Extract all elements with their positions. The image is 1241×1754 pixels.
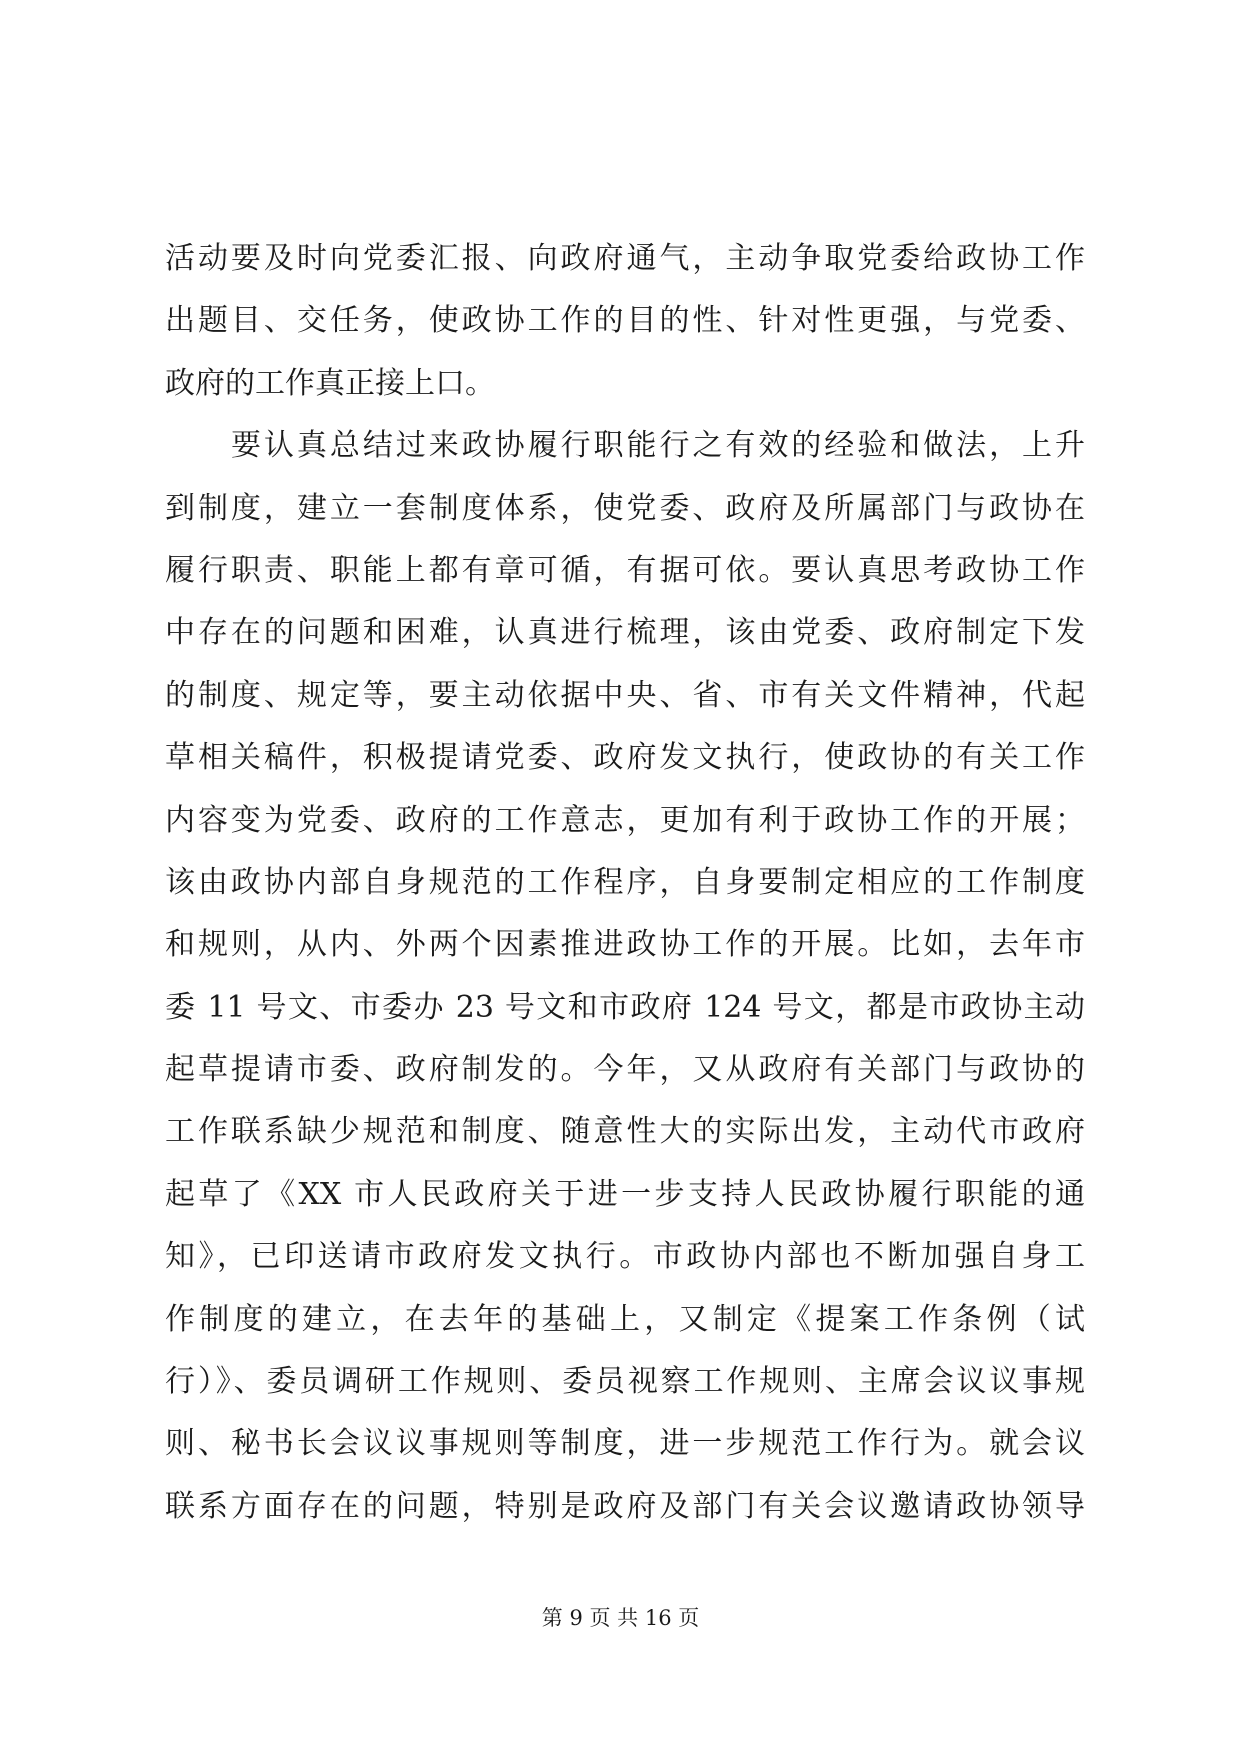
text-line: 履行职责、职能上都有章可循，有据可依。要认真思考政协工作: [165, 552, 1085, 588]
text-line: 联系方面存在的问题，特别是政府及部门有关会议邀请政协领导: [165, 1488, 1085, 1524]
text-line: 和规则，从内、外两个因素推进政协工作的开展。比如，去年市: [165, 927, 1085, 963]
text-line: 出题目、交任务，使政协工作的目的性、针对性更强，与党委、: [165, 303, 1085, 339]
page-number-label: 第 9 页 共 16 页: [541, 1606, 700, 1630]
text-line: 政府的工作真正接上口。: [165, 365, 495, 401]
text-line: 知》，已印送请市政府发文执行。市政协内部也不断加强自身工: [165, 1239, 1085, 1275]
text-line: 要认真总结过来政协履行职能行之有效的经验和做法，上升: [231, 428, 1085, 464]
text-line: 则、秘书长会议议事规则等制度，进一步规范工作行为。就会议: [165, 1426, 1085, 1462]
text-line: 活动要及时向党委汇报、向政府通气，主动争取党委给政协工作: [165, 241, 1085, 276]
text-line: 起草提请市委、政府制发的。今年，又从政府有关部门与政协的: [165, 1052, 1085, 1088]
page-footer: [0, 1603, 1241, 1633]
text-line: 委 11 号文、市委办 23 号文和市政府 124 号文，都是市政协主动: [165, 989, 1085, 1025]
text-line: 该由政协内部自身规范的工作程序，自身要制定相应的工作制度: [165, 864, 1085, 900]
body-text: [165, 228, 1085, 1538]
text-line: 工作联系缺少规范和制度、随意性大的实际出发，主动代市政府: [165, 1114, 1085, 1150]
text-line: 起草了《XX 市人民政府关于进一步支持人民政协履行职能的通: [165, 1176, 1085, 1212]
text-line: 草相关稿件，积极提请党委、政府发文执行，使政协的有关工作: [165, 740, 1085, 776]
text-line: 内容变为党委、政府的工作意志，更加有利于政协工作的开展；: [165, 802, 1085, 838]
text-line: 的制度、规定等，要主动依据中央、省、市有关文件精神，代起: [165, 677, 1085, 713]
text-line: 作制度的建立，在去年的基础上，又制定《提案工作条例（试: [165, 1301, 1085, 1337]
text-line: 行）》、委员调研工作规则、委员视察工作规则、主席会议议事规: [165, 1364, 1085, 1400]
text-line: 到制度，建立一套制度体系，使党委、政府及所属部门与政协在: [165, 490, 1085, 526]
text-line: 中存在的问题和困难，认真进行梳理，该由党委、政府制定下发: [165, 615, 1085, 651]
